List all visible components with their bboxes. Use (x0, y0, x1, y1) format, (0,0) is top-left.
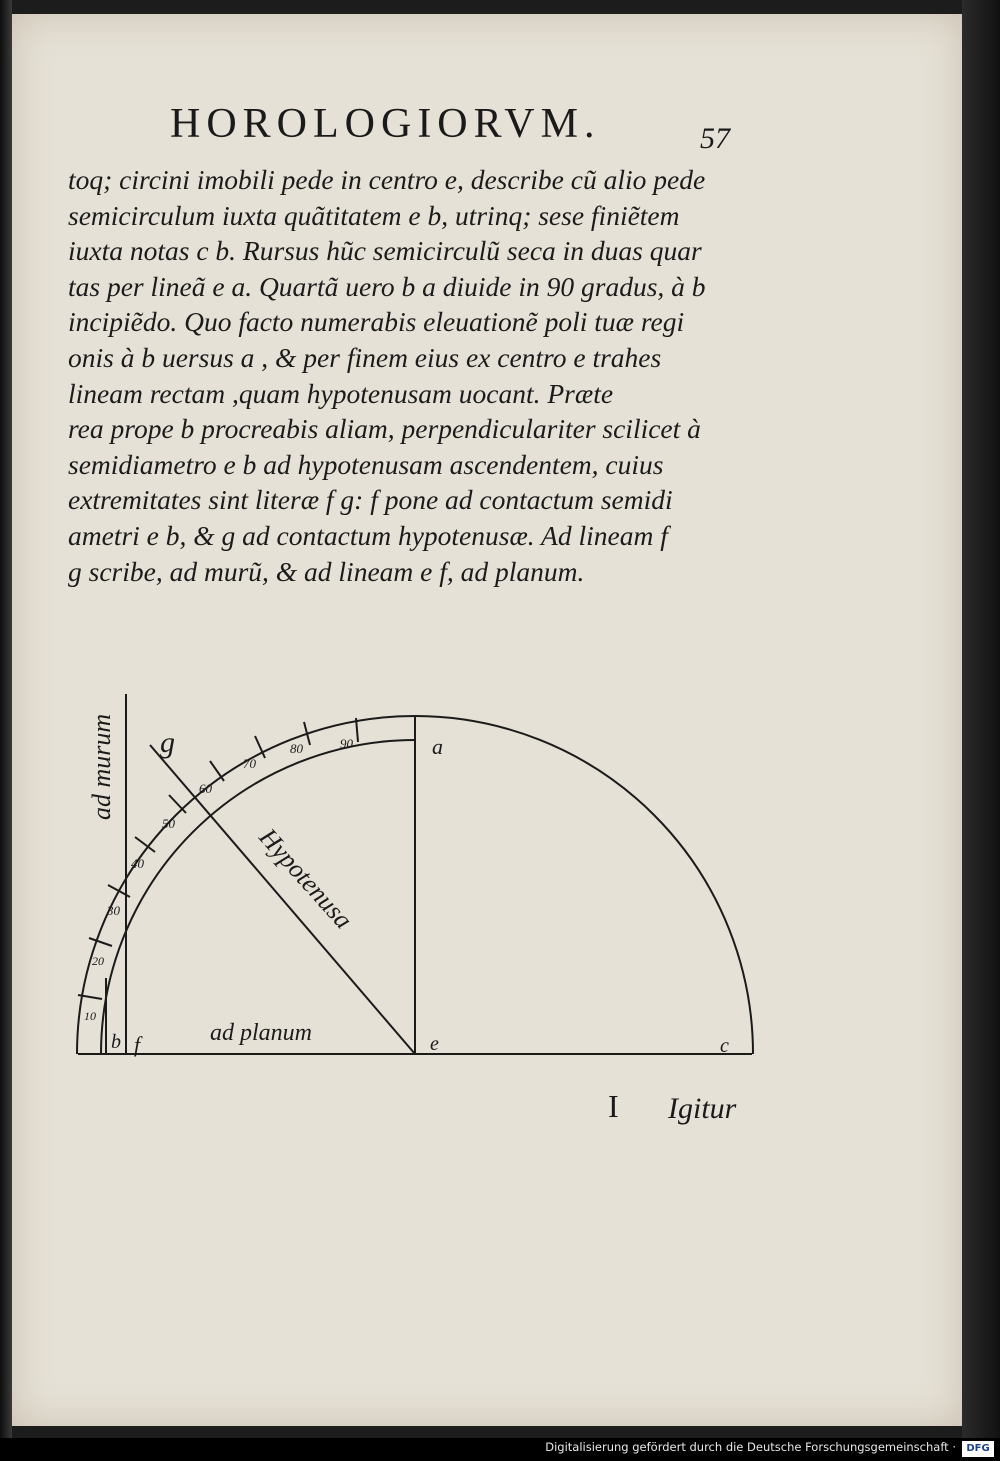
digitization-credit: Digitalisierung gefördert durch die Deutsche Forschungsgemeinschaft · (545, 1440, 956, 1454)
page-number: 57 (700, 122, 730, 155)
text-line: semidiametro e b ad hypotenusam ascendentem, cuius (68, 448, 664, 480)
degree-label: 10 (84, 1009, 96, 1023)
degree-tick (169, 795, 186, 813)
text-line: semicirculum iuxta quãtitatem e b, utrinq; sese finiẽtem (68, 199, 680, 231)
degree-band-inner (101, 740, 415, 1054)
text-line: onis à b uersus a , & per finem eius ex centro e trahes (68, 341, 662, 373)
text-line: toq; circini imobili pede in centro e, describe cũ alio pede (68, 164, 706, 195)
text-line: incipiẽdo. Quo facto numerabis eleuationẽ poli tuæ regi (68, 306, 685, 338)
point-label-a: a (432, 734, 443, 759)
degree-label: 80 (290, 741, 303, 756)
text-line: iuxta notas c b. Rursus hũc semicirculũ seca in duas quar (68, 235, 702, 267)
catchword: Igitur (668, 1092, 737, 1125)
point-label-b: b (111, 1031, 121, 1053)
degree-label: 20 (92, 954, 104, 968)
text-line: lineam rectam ,quam hypotenusam uocant. Præte (68, 377, 614, 409)
degree-tick (89, 938, 112, 946)
degree-label: 90 (340, 736, 353, 751)
page-edge-shadow (962, 0, 1000, 1461)
text-line: ametri e b, & g ad contactum hypotenusæ. Ad lineam f (68, 519, 668, 551)
degree-label: 60 (199, 781, 212, 796)
semicircle-diagram (0, 660, 800, 1080)
text-line: extremitates sint literæ f g: f pone ad contactum semidi (68, 484, 673, 516)
point-label-g: g (160, 726, 175, 759)
text-line: g scribe, ad murũ, & ad lineam e f, ad planum. (68, 555, 585, 587)
degree-label: 70 (243, 756, 256, 771)
label-ad-murum: ad murum (87, 713, 116, 820)
dfg-logo: DFG (962, 1441, 994, 1457)
point-label-c: c (720, 1035, 729, 1057)
degree-label: 30 (107, 903, 120, 918)
running-head: HOROLOGIORVM. (170, 101, 601, 147)
degree-label: 40 (131, 856, 144, 871)
label-hypotenusa: Hypotenusa (253, 822, 359, 935)
text-line: tas per lineã e a. Quartã uero b a diuide in 90 gradus, à b (68, 270, 706, 302)
point-label-f: f (134, 1032, 141, 1057)
degree-label: 50 (162, 816, 175, 831)
label-ad-planum: ad planum (210, 1020, 312, 1046)
point-label-e: e (430, 1033, 439, 1055)
degree-tick (210, 761, 224, 781)
text-line: rea prope b procreabis aliam, perpendiculariter scilicet à (68, 413, 701, 445)
signature-mark: I (608, 1088, 619, 1124)
hypotenuse-line (150, 745, 415, 1054)
body-text (68, 162, 718, 589)
